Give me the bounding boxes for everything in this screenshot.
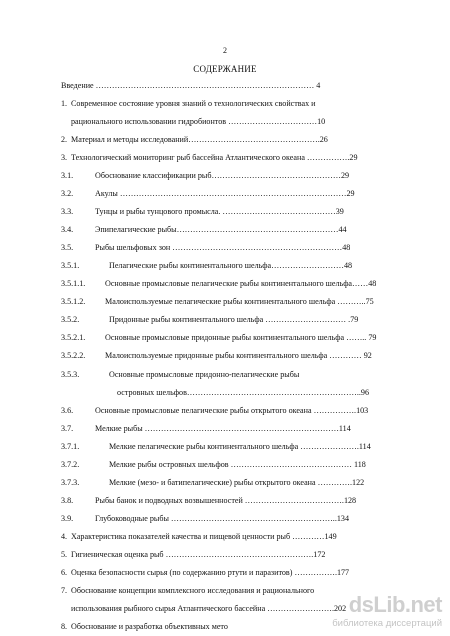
toc-entry — [61, 495, 413, 507]
toc-entry-number: 3.3. — [61, 207, 74, 216]
toc-entry-text: Пелагические рыбы континентального шельфа………………………48 — [109, 261, 353, 270]
toc-entry-number: 7. — [61, 586, 68, 595]
toc-entry — [61, 531, 413, 543]
toc-entry-text: Обоснование классификации рыб…………………………………………29 — [95, 171, 350, 180]
toc-entry — [61, 513, 413, 525]
toc-entry-text: Малоиспользуемые пелагические рыбы континентального шельфа ………..75 — [105, 297, 374, 306]
toc-entry-number: 2. — [61, 135, 68, 144]
toc-entry — [61, 134, 413, 146]
toc-entry-text: Основные промысловые пелагические рыбы континентального шельфа……48 — [105, 279, 377, 288]
toc-entry — [61, 296, 413, 308]
toc-entry — [61, 332, 413, 344]
toc-entry-text: Мелкие пелагические рыбы континентального шельфа ………………….114 — [109, 442, 371, 451]
toc-entry-text: использования рыбного сырья Атлантического бассейна …………………….202 — [71, 604, 347, 613]
toc-entry — [61, 98, 413, 110]
toc-entry — [61, 477, 413, 489]
toc-entry — [61, 170, 413, 182]
toc-entry-number: 3.5. — [61, 243, 74, 252]
toc-entry-number: 3.7.2. — [61, 460, 80, 469]
page-number: 2 — [223, 46, 227, 55]
toc-entry-text: Мелкие (мезо- и батипелагические) рыбы открытого океана ………….122 — [109, 478, 365, 487]
toc-entry-number: 3.9. — [61, 514, 74, 523]
toc-entry-text: Обоснование и разработка объективных мето — [71, 622, 228, 631]
toc-entry-number: 3.7.3. — [61, 478, 80, 487]
toc-entry-number: 1. — [61, 99, 68, 108]
toc-entry-number: 3.7. — [61, 424, 74, 433]
toc-entry-number: 3.1. — [61, 171, 74, 180]
toc-entry — [61, 350, 413, 362]
toc-entry-text: Основные промысловые придонные рыбы континентального шельфа …….. 79 — [105, 333, 377, 342]
toc-entry-number: 3.5.2. — [61, 315, 80, 324]
watermark-logo: dsLib.net — [348, 592, 442, 617]
toc-entry — [61, 549, 413, 561]
toc-entry — [61, 116, 413, 128]
toc-entry-number: 3.7.1. — [61, 442, 80, 451]
toc-entry-number: 3.5.2.1. — [61, 333, 86, 342]
toc-entry-text: Современное состояние уровня знаний о технологических свойствах и — [71, 99, 316, 108]
toc-entry-text: Акулы …………………………………………………………………………29 — [95, 189, 355, 198]
toc-entry — [61, 387, 413, 399]
toc-entry-text: Введение ……………………………………………………………………… 4 — [61, 81, 321, 90]
toc-entry-number: 3.2. — [61, 189, 74, 198]
toc-entry — [61, 405, 413, 417]
toc-entry — [61, 441, 413, 453]
toc-entry — [61, 242, 413, 254]
toc-entry-number: 3. — [61, 153, 68, 162]
toc-entry — [61, 80, 413, 92]
toc-entry — [61, 188, 413, 200]
toc-title: СОДЕРЖАНИЕ — [193, 64, 257, 74]
toc-entry-number: 3.5.1.2. — [61, 297, 86, 306]
toc-entry-number: 3.4. — [61, 225, 74, 234]
toc-entry-number: 6. — [61, 568, 68, 577]
toc-entry-text: Основные промысловые придонно-пелагические рыбы — [109, 370, 300, 379]
toc-entry — [61, 206, 413, 218]
toc-entry — [61, 423, 413, 435]
toc-entry-number: 5. — [61, 550, 68, 559]
toc-entry-number: 3.6. — [61, 406, 74, 415]
toc-entry-text: Материал и методы исследований………………………………………….26 — [71, 135, 328, 144]
toc-entry-number: 3.8. — [61, 496, 74, 505]
toc-entry — [61, 369, 413, 381]
toc-entry-text: Технологический мониторинг рыб бассейна Атлантического океана …………….29 — [71, 153, 358, 162]
toc-entry — [61, 314, 413, 326]
toc-entry-number: 3.5.1. — [61, 261, 80, 270]
watermark-caption: библиотека диссертаций — [332, 618, 442, 629]
toc-entry-text: Глубоководные рыбы ……………………………………………………..134 — [95, 514, 349, 523]
toc-entry-text: Характеристика показателей качества и пищевой ценности рыб …………149 — [71, 532, 337, 541]
toc-entry — [61, 260, 413, 272]
toc-entry-text: рационального использовании гидробионтов ……………………………10 — [71, 117, 326, 126]
toc-entry-number: 3.5.2.2. — [61, 351, 86, 360]
toc-entry-text: Мелкие рыбы островных шельфов ……………………………………… 118 — [109, 460, 366, 469]
toc-entry — [61, 152, 413, 164]
toc-entry-text: островных шельфов………………………………………………………..96 — [117, 388, 370, 397]
toc-entry-text: Придонные рыбы континентального шельфа ………………………… .79 — [109, 315, 359, 324]
toc-entry-number: 8. — [61, 622, 68, 631]
toc-entry-text: Основные промысловые пелагические рыбы открытого океана …………….103 — [95, 406, 369, 415]
toc-entry-text: Эпипелагические рыбы……………………………………………………44 — [95, 225, 347, 234]
toc-entry-number: 3.5.3. — [61, 370, 80, 379]
toc-entry-text: Рыбы шельфовых зон ………………………………………………………48 — [95, 243, 351, 252]
toc-entry-text: Оценка безопасности сырья (по содержанию ртути и паразитов) …………….177 — [71, 568, 350, 577]
toc-entry-text: Тунцы и рыбы тунцового промысла. ……………………………………39 — [95, 207, 344, 216]
toc-entry-number: 3.5.1.1. — [61, 279, 86, 288]
toc-entry-text: Рыбы банок и подводных возвышенностей ……………………………….128 — [95, 496, 357, 505]
toc-entry-text: Мелкие рыбы ………………………………………………………………114 — [95, 424, 351, 433]
toc-entry — [61, 278, 413, 290]
watermark — [322, 592, 442, 630]
toc-entry — [61, 224, 413, 236]
toc-entry — [61, 459, 413, 471]
toc-entry-text: Гигиеническая оценка рыб ……………………………………………….172 — [71, 550, 326, 559]
toc-entry-text: Обоснование концепции комплексного исследования и рационального — [71, 586, 315, 595]
toc-entry-number: 4. — [61, 532, 68, 541]
toc-entry-text: Малоиспользуемые придонные рыбы континентального шельфа ………… 92 — [105, 351, 372, 360]
toc-entry — [61, 567, 413, 579]
